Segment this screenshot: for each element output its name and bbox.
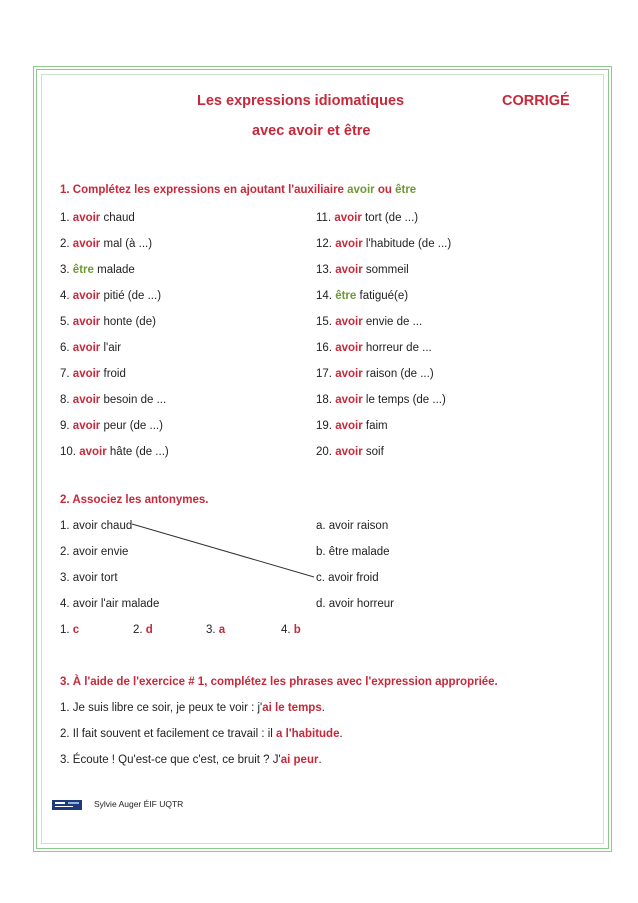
item-number: 10. (60, 446, 76, 458)
auxiliary-answer: avoir (79, 446, 107, 458)
auxiliary-answer: avoir (72, 212, 101, 224)
item-number: 7. (60, 368, 70, 380)
expression-text: chaud (103, 212, 135, 224)
expression-text: honte (de) (103, 316, 156, 328)
auxiliary-answer: avoir (72, 290, 101, 302)
expression-text: l'air (103, 342, 122, 354)
answer-letter: d (145, 624, 153, 636)
answer-item (133, 623, 153, 637)
auxiliary-answer: avoir (72, 394, 101, 406)
auxiliary-answer: avoir (72, 342, 101, 354)
answer-item (60, 623, 79, 637)
footer-author: Sylvie Auger ÉIF UQTR (94, 799, 184, 809)
section1-heading: 1. Complétez les expressions en ajoutant l'auxiliaire avoir ou être (60, 184, 417, 196)
expression-text: horreur de ... (365, 342, 432, 354)
antonym-item: 1. avoir chaud (60, 520, 133, 532)
auxiliary-answer: avoir (72, 368, 101, 380)
answer-letter: a (218, 624, 226, 636)
sentence-answer: a l'habitude (276, 728, 340, 740)
auxiliary-answer: avoir (335, 368, 363, 380)
antonym-item: 3. avoir tort (60, 572, 118, 584)
answer-number: 1. (60, 624, 70, 636)
title-line1: Les expressions idiomatiques (197, 93, 405, 109)
item-number: 4. (60, 290, 70, 302)
auxiliary-answer: avoir (335, 342, 363, 354)
antonym-item: c. avoir froid (316, 572, 379, 584)
answer-number: 2. (133, 624, 143, 636)
auxiliary-answer: avoir (335, 394, 363, 406)
sentence-text: 2. Il fait souvent et facilement ce travail : il (60, 728, 277, 740)
answer-number: 4. (281, 624, 291, 636)
expression-text: malade (97, 264, 135, 276)
auxiliary-answer: avoir (72, 238, 101, 250)
sentence-item (60, 727, 343, 741)
sentence-end: . (318, 754, 322, 766)
item-number: 11. (316, 212, 332, 224)
sentence-end: . (339, 728, 343, 740)
antonym-item: 4. avoir l'air malade (60, 598, 160, 610)
item-number: 1. (60, 212, 70, 224)
corrige-label: CORRIGÉ (502, 93, 570, 109)
auxiliary-answer: être (335, 290, 357, 302)
item-number: 17. (316, 368, 332, 380)
section3-heading: 3. À l'aide de l'exercice # 1, complétez les phrases avec l'expression appropriée. (60, 676, 498, 688)
auxiliary-answer: avoir (335, 264, 363, 276)
expression-text: envie de ... (365, 316, 423, 328)
sentence-answer: ai le temps (262, 702, 322, 714)
sentence-text: 3. Écoute ! Qu'est-ce que c'est, ce bruit ? J' (60, 754, 281, 766)
item-number: 2. (60, 238, 70, 250)
auxiliary-answer: avoir (335, 446, 363, 458)
expression-text: le temps (de ...) (365, 394, 446, 406)
item-number: 19. (316, 420, 332, 432)
sentence-item (60, 701, 325, 715)
item-number: 15. (316, 316, 332, 328)
item-number: 6. (60, 342, 70, 354)
item-number: 9. (60, 420, 70, 432)
expression-text: faim (365, 420, 388, 432)
sentence-answer: ai peur (280, 754, 319, 766)
auxiliary-answer: être (72, 264, 94, 276)
expression-text: soif (365, 446, 384, 458)
expression-text: froid (103, 368, 126, 380)
expression-text: sommeil (365, 264, 409, 276)
answer-letter: b (293, 624, 301, 636)
answer-item (281, 623, 301, 637)
auxiliary-answer: avoir (334, 212, 362, 224)
sentence-end: . (321, 702, 325, 714)
answer-number: 3. (206, 624, 216, 636)
title-line2: avec avoir et être (252, 123, 371, 139)
item-number: 18. (316, 394, 332, 406)
section2-heading: 2. Associez les antonymes. (60, 494, 209, 506)
sentence-item (60, 753, 322, 767)
auxiliary-answer: avoir (335, 316, 363, 328)
expression-text: peur (de ...) (103, 420, 163, 432)
answer-letter: c (72, 624, 80, 636)
item-number: 14. (316, 290, 332, 302)
item-number: 20. (316, 446, 332, 458)
sentence-text: 1. Je suis libre ce soir, je peux te voir : j' (60, 702, 263, 714)
antonym-item: 2. avoir envie (60, 546, 129, 558)
auxiliary-answer: avoir (72, 420, 101, 432)
expression-text: fatigué(e) (359, 290, 409, 302)
expression-text: mal (à ...) (103, 238, 153, 250)
antonym-item: a. avoir raison (316, 520, 389, 532)
auxiliary-answer: avoir (335, 238, 363, 250)
expression-text: besoin de ... (103, 394, 167, 406)
item-number: 5. (60, 316, 70, 328)
expression-text: tort (de ...) (365, 212, 419, 224)
item-number: 8. (60, 394, 70, 406)
antonym-item: b. être malade (316, 546, 390, 558)
item-number: 16. (316, 342, 332, 354)
item-number: 13. (316, 264, 332, 276)
school-logo (52, 798, 82, 812)
auxiliary-answer: avoir (72, 316, 101, 328)
antonym-item: d. avoir horreur (316, 598, 394, 610)
expression-text: l'habitude (de ...) (365, 238, 452, 250)
expression-text: pitié (de ...) (103, 290, 162, 302)
answer-item (206, 623, 225, 637)
expression-text: raison (de ...) (365, 368, 434, 380)
expression-text: hâte (de ...) (109, 446, 169, 458)
item-number: 3. (60, 264, 70, 276)
item-number: 12. (316, 238, 332, 250)
auxiliary-answer: avoir (335, 420, 363, 432)
